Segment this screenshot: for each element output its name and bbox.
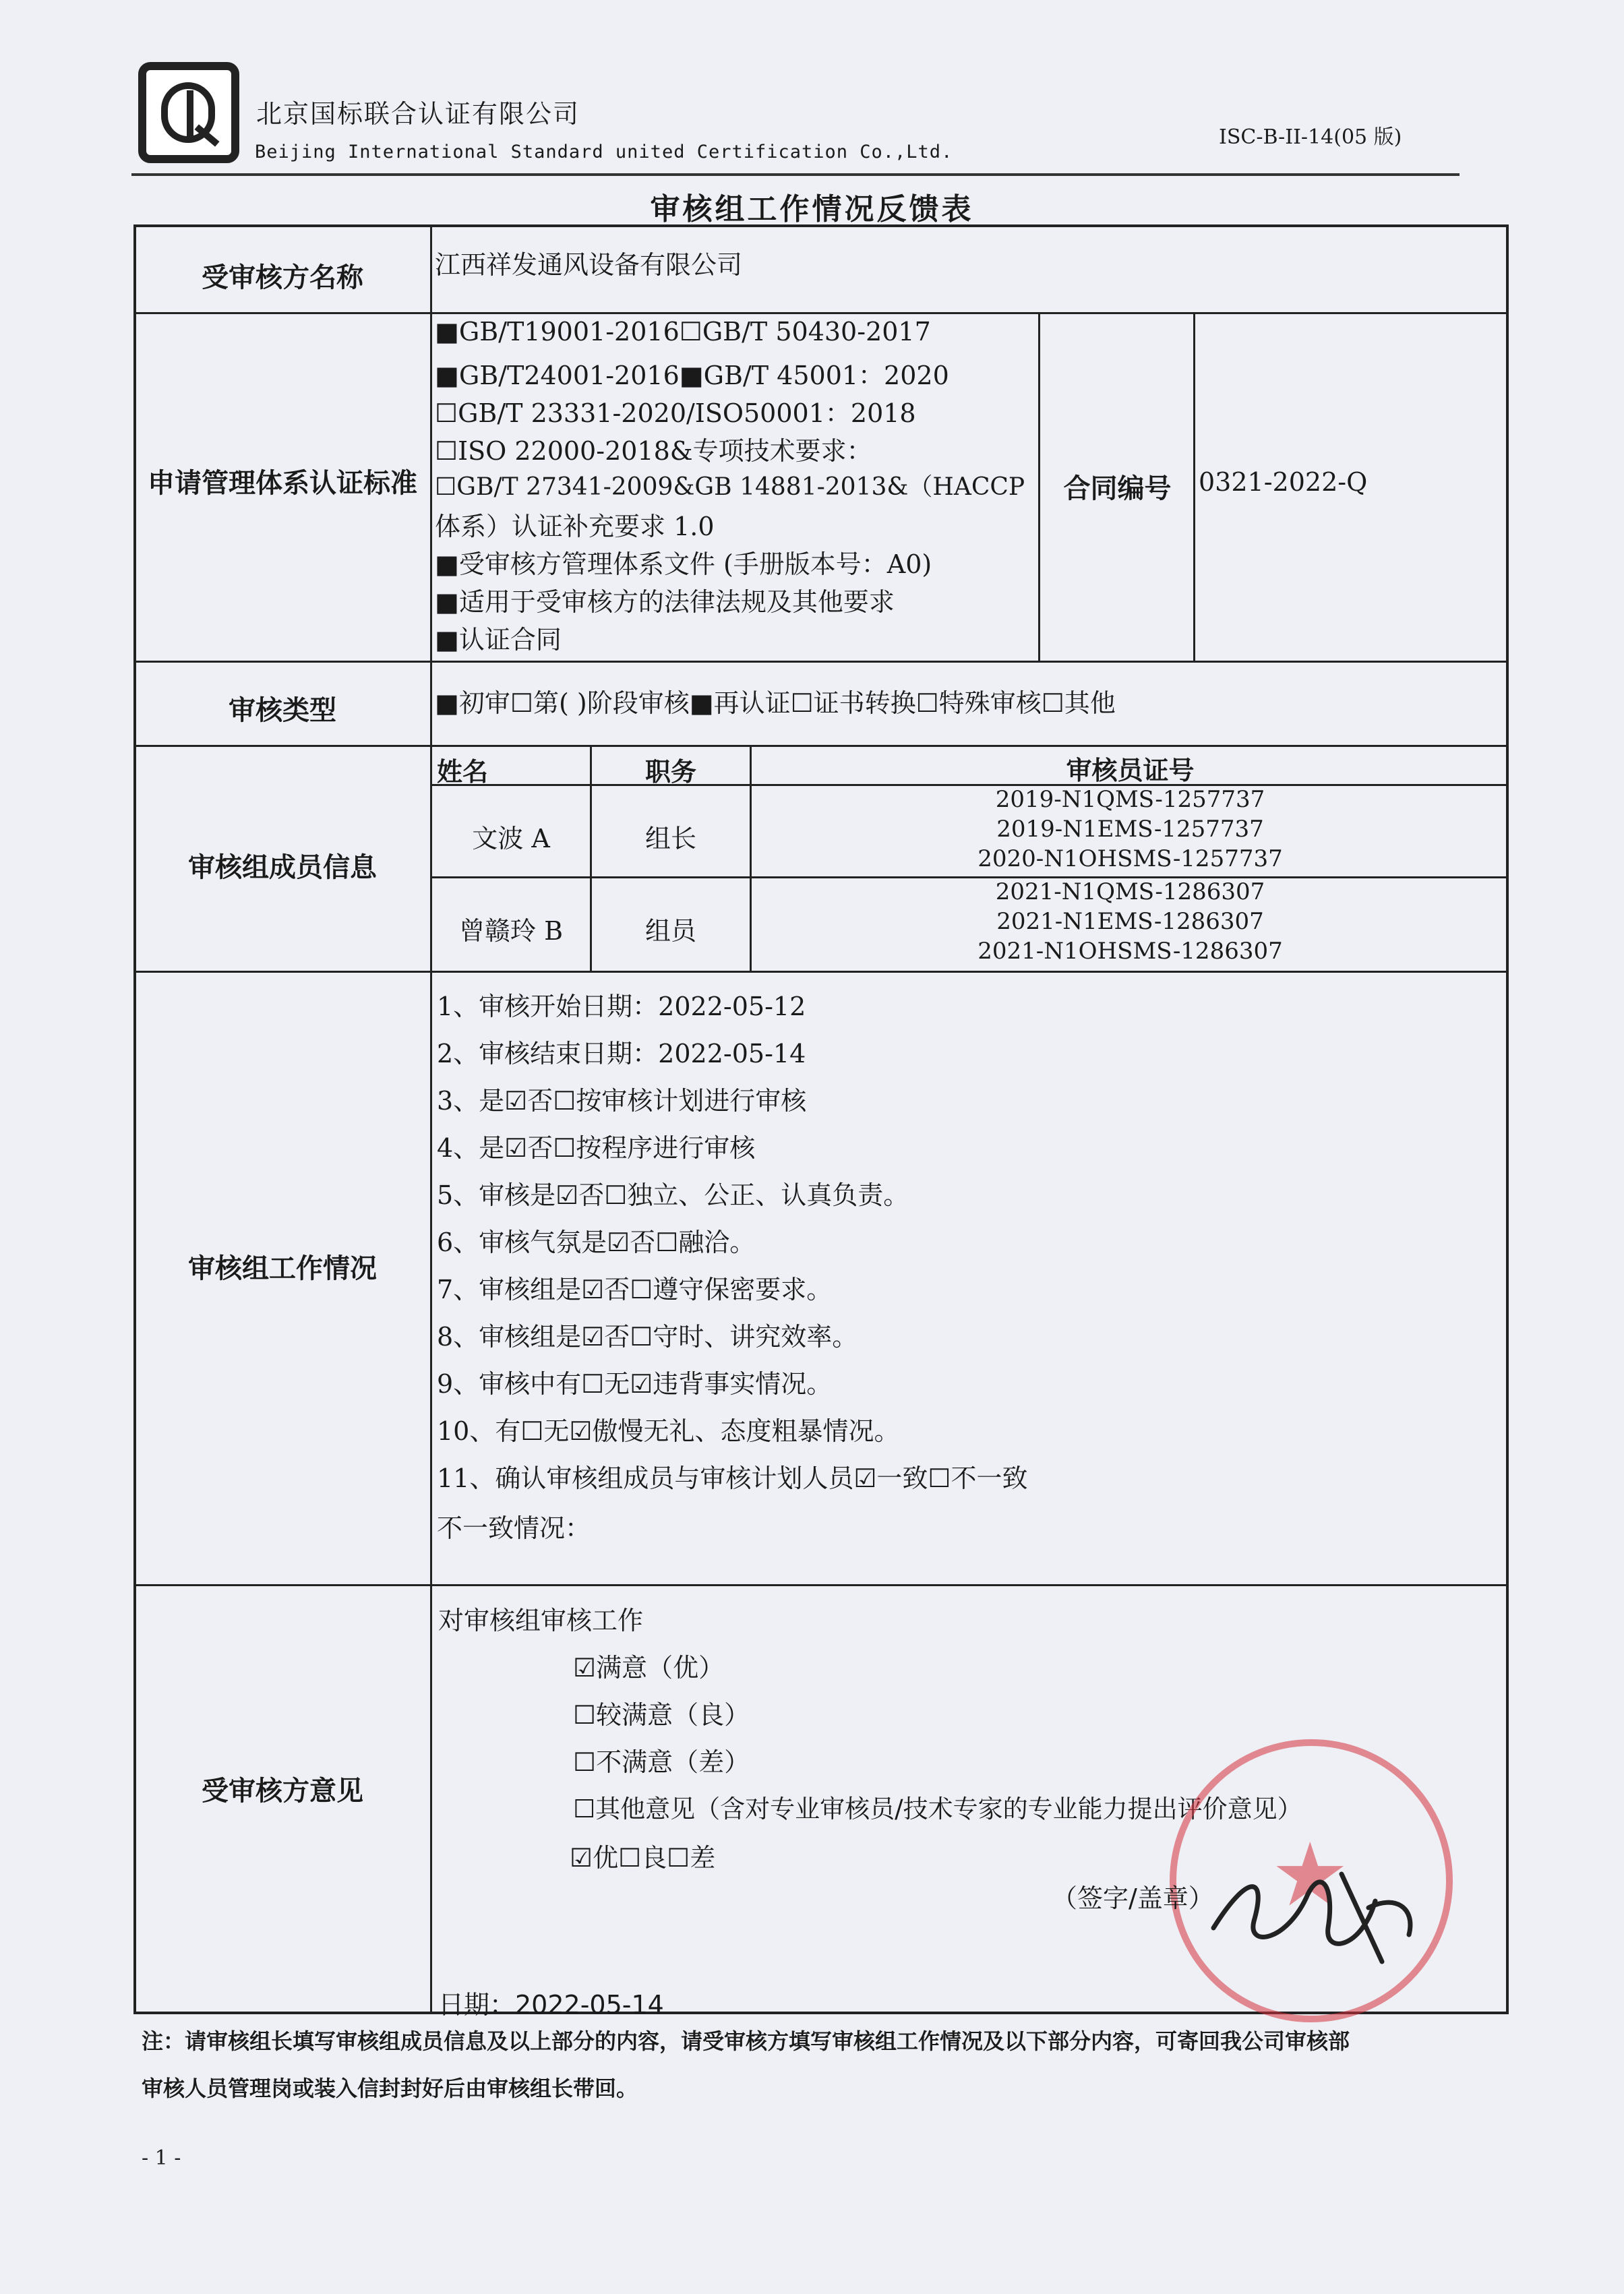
work-item: 11、确认审核组成员与审核计划人员☑一致☐不一致	[437, 1463, 1028, 1493]
col-header-role: 职务	[644, 757, 696, 787]
audit-type-value: ■初审☐第( )阶段审核■再认证☐证书转换☐特殊审核☐其他	[435, 688, 1116, 718]
work-situation-label: 审核组工作情况	[188, 1253, 377, 1284]
reference-line: ■认证合同	[435, 625, 562, 655]
row-divider	[133, 971, 1509, 973]
standard-line: ☐ISO 22000-2018&专项技术要求：	[435, 436, 872, 466]
footer-note-line1: 注：请审核组长填写审核组成员信息及以上部分的内容，请受审核方填写审核组工作情况及以下部分内容，可寄回我公司审核部	[142, 2028, 1350, 2054]
contract-number-label: 合同编号	[1063, 473, 1172, 504]
row-divider	[133, 312, 1509, 314]
work-item: 1、审核开始日期：2022-05-12	[437, 992, 806, 1021]
company-name-cn: 北京国标联合认证有限公司	[256, 99, 580, 129]
member-role: 组长	[644, 824, 696, 853]
member-cert: 2021-N1QMS-1286307	[995, 878, 1265, 905]
form-title: 审核组工作情况反馈表	[650, 192, 974, 227]
work-item: 8、审核组是☑否☐守时、讲究效率。	[437, 1322, 858, 1352]
opinion-option: ☐较满意（良）	[573, 1700, 750, 1730]
contract-number-value: 0321-2022-Q	[1199, 467, 1368, 497]
standard-line: ☐GB/T 27341-2009&GB 14881-2013&（HACCP	[435, 473, 1025, 501]
column-divider	[1038, 312, 1040, 661]
member-cert: 2021-N1EMS-1286307	[996, 908, 1264, 935]
member-role: 组员	[644, 916, 696, 946]
member-name: 文波 A	[472, 824, 550, 853]
work-item: 3、是☑否☐按审核计划进行审核	[437, 1086, 807, 1116]
member-cert: 2021-N1OHSMS-1286307	[978, 938, 1283, 965]
rating-option: ☑优☐良☐差	[570, 1843, 716, 1873]
col-header-name: 姓名	[437, 757, 489, 787]
opinion-option: ☐其他意见（含对专业审核员/技术专家的专业能力提出评价意见）	[573, 1794, 1302, 1823]
opinion-date: 日期：2022-05-14	[438, 1990, 664, 2020]
opinion-intro: 对审核组审核工作	[438, 1606, 644, 1635]
work-item: 6、审核气氛是☑否☐融洽。	[437, 1228, 756, 1257]
standard-line: ■GB/T19001-2016☐GB/T 50430-2017	[435, 317, 931, 346]
handwritten-signature	[1207, 1847, 1429, 1975]
audit-type-label: 审核类型	[229, 695, 336, 726]
company-logo	[138, 62, 239, 163]
work-item: 5、审核是☑否☐独立、公正、认真负责。	[437, 1180, 909, 1210]
member-cert: 2019-N1QMS-1257737	[995, 786, 1265, 813]
member-cert: 2020-N1OHSMS-1257737	[978, 845, 1283, 872]
standards-label: 申请管理体系认证标准	[148, 468, 417, 499]
inconsistency-note: 不一致情况：	[437, 1513, 591, 1543]
row-divider	[133, 1584, 1509, 1586]
sign-label: （签字/盖章）	[1052, 1883, 1214, 1913]
standard-line: ☐GB/T 23331-2020/ISO50001：2018	[435, 398, 916, 428]
column-divider	[1193, 312, 1195, 661]
work-item: 10、有☐无☑傲慢无礼、态度粗暴情况。	[437, 1416, 900, 1446]
column-divider	[430, 224, 432, 2014]
page-number: - 1 -	[142, 2146, 181, 2170]
company-name-en: Beijing International Standard united Certification Co.,Ltd.	[255, 142, 953, 162]
header-divider	[131, 173, 1460, 176]
row-divider	[133, 661, 1509, 663]
reference-line: ■受审核方管理体系文件 (手册版本号：A0)	[435, 549, 932, 579]
opinion-option: ☐不满意（差）	[573, 1747, 750, 1777]
reference-line: ■适用于受审核方的法律法规及其他要求	[435, 587, 895, 617]
auditee-opinion-label: 受审核方意见	[202, 1776, 363, 1807]
row-divider	[133, 745, 1509, 747]
standard-line: 体系）认证补充要求 1.0	[435, 512, 715, 541]
auditee-name-value: 江西祥发通风设备有限公司	[435, 250, 743, 280]
member-name: 曾赣玲 B	[458, 916, 563, 946]
member-cert: 2019-N1EMS-1257737	[996, 816, 1264, 843]
auditee-name-label: 受审核方名称	[202, 262, 363, 293]
col-header-cert: 审核员证号	[1066, 756, 1195, 785]
work-item: 9、审核中有☐无☑违背事实情况。	[437, 1369, 833, 1399]
opinion-option: ☑满意（优）	[573, 1653, 725, 1683]
work-item: 7、审核组是☑否☐遵守保密要求。	[437, 1275, 833, 1304]
document-code: ISC-B-II-14(05 版)	[1219, 125, 1402, 149]
standard-line: ■GB/T24001-2016■GB/T 45001：2020	[435, 361, 949, 390]
footer-note-line2: 审核人员管理岗或装入信封封好后由审核组长带回。	[142, 2076, 638, 2101]
work-item: 4、是☑否☐按程序进行审核	[437, 1133, 756, 1163]
work-item: 2、审核结束日期：2022-05-14	[437, 1039, 806, 1068]
team-info-label: 审核组成员信息	[188, 852, 377, 883]
company-seal-stamp: ★	[1170, 1739, 1453, 2022]
